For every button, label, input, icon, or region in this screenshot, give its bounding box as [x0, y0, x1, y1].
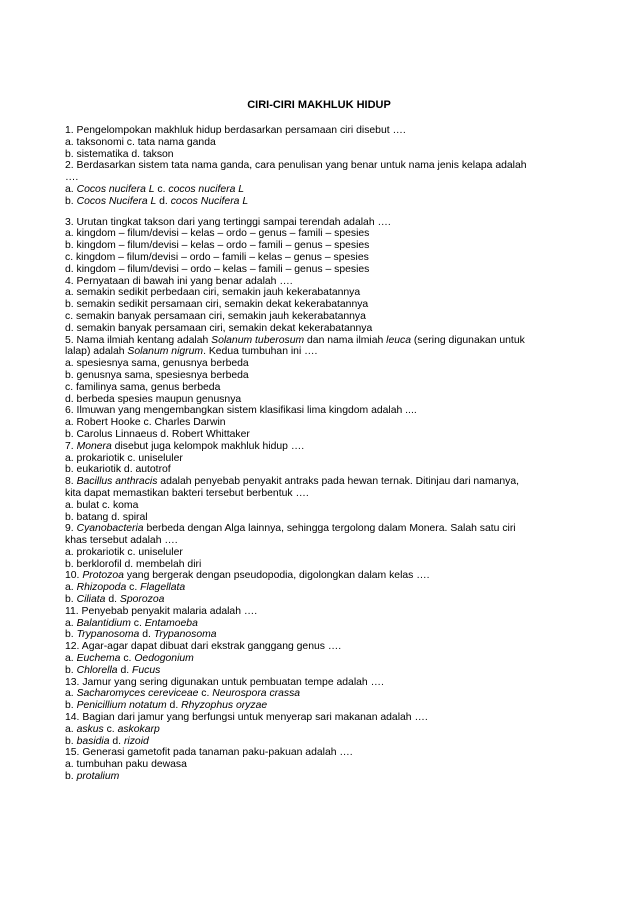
question-10: 10. Protozoa yang bergerak dengan pseudopodia, digolongkan dalam kelas …. [65, 570, 430, 582]
q6-option-b-d: b. Carolus Linnaeus d. Robert Whittaker [65, 428, 250, 440]
q14-option-b-d: b. basidia d. rizoid [65, 735, 149, 747]
q14-option-a-c: a. askus c. askokarp [65, 723, 160, 735]
q13-option-a-c: a. Sacharomyces cereviceae c. Neurospora crassa [65, 688, 301, 700]
q13-option-b-d: b. Penicillium notatum d. Rhyzophus oryzae [65, 700, 268, 712]
q4-option-b: b. semakin sedikit persamaan ciri, semakin dekat kekerabatannya [65, 299, 369, 311]
question-15: 15. Generasi gametofit pada tanaman paku-pakuan adalah …. [65, 747, 353, 759]
question-2-cont: …. [65, 172, 79, 184]
question-5: 5. Nama ilmiah kentang adalah Solanum tuberosum dan nama ilmiah leuca (sering digunakan untuk [65, 334, 525, 346]
q4-option-c: c. semakin banyak persamaan ciri, semakin jauh kekerabatannya [65, 310, 366, 322]
q15-option-b: b. protalium [65, 771, 120, 783]
question-2: 2. Berdasarkan sistem tata nama ganda, cara penulisan yang benar untuk nama jenis kelapa adalah [65, 160, 527, 172]
question-6: 6. Ilmuwan yang mengembangkan sistem klasifikasi lima kingdom adalah .... [65, 405, 417, 417]
q3-option-c: c. kingdom – filum/devisi – ordo – famili – kelas – genus – spesies [65, 251, 369, 263]
q9-option-b-d: b. berklorofil d. membelah diri [65, 558, 202, 570]
q6-option-a-c: a. Robert Hooke c. Charles Darwin [65, 417, 226, 429]
question-12: 12. Agar-agar dapat dibuat dari ekstrak ganggang genus …. [65, 641, 342, 653]
q12-option-a-c: a. Euchema c. Oedogonium [65, 653, 194, 665]
q1-option-b-d: b. sistematika d. takson [65, 148, 174, 160]
question-5-cont: lalap) adalah Solanum nigrum. Kedua tumbuhan ini …. [65, 346, 318, 358]
question-3: 3. Urutan tingkat takson dari yang tertinggi sampai terendah adalah …. [65, 216, 391, 228]
q3-option-d: d. kingdom – filum/devisi – ordo – kelas – famili – genus – spesies [65, 263, 370, 275]
q5-option-d: d. berbeda spesies maupun genusnya [65, 393, 242, 405]
q3-option-a: a. kingdom – filum/devisi – kelas – ordo – genus – famili – spesies [65, 228, 370, 240]
question-7: 7. Monera disebut juga kelompok makhluk hidup …. [65, 440, 305, 452]
question-11: 11. Penyebab penyakit malaria adalah …. [65, 605, 258, 617]
q9-option-a-c: a. prokariotik c. uniseluler [65, 546, 183, 558]
q15-option-a: a. tumbuhan paku dewasa [65, 759, 187, 771]
q10-option-b-d: b. Ciliata d. Sporozoa [65, 594, 165, 606]
q5-option-b: b. genusnya sama, spesiesnya berbeda [65, 369, 249, 381]
question-1: 1. Pengelompokan makhluk hidup berdasarkan persamaan ciri disebut …. [65, 125, 406, 136]
question-8: 8. Bacillus anthracis adalah penyebab penyakit antraks pada hewan ternak. Ditinjau dari namanya, [65, 476, 520, 488]
question-8-cont: kita dapat memastikan bakteri tersebut berbentuk …. [65, 487, 309, 499]
q2-option-a-c: a. Cocos nucifera L c. cocos nucifera L [65, 183, 245, 195]
question-4: 4. Pernyataan di bawah ini yang benar adalah …. [65, 275, 293, 287]
q7-option-a-c: a. prokariotik c. uniseluler [65, 452, 183, 464]
question-9: 9. Cyanobacteria berbeda dengan Alga lainnya, sehingga tergolong dalam Monera. Salah satu ciri [65, 523, 516, 535]
q4-option-d: d. semakin banyak persamaan ciri, semakin dekat kekerabatannya [65, 322, 373, 334]
question-14: 14. Bagian dari jamur yang berfungsi untuk menyerap sari makanan adalah …. [65, 712, 428, 724]
question-9-cont: khas tersebut adalah …. [65, 535, 178, 547]
q11-option-b-d: b. Trypanosoma d. Trypanosoma [65, 629, 217, 641]
question-list [65, 125, 565, 783]
q5-option-c: c. familinya sama, genus berbeda [65, 381, 221, 393]
q3-option-b: b. kingdom – filum/devisi – kelas – ordo – famili – genus – spesies [65, 240, 370, 252]
question-13: 13. Jamur yang sering digunakan untuk pembuatan tempe adalah …. [65, 676, 384, 688]
q8-option-b-d: b. batang d. spiral [65, 511, 148, 523]
page-title: CIRI-CIRI MAKHLUK HIDUP [247, 99, 391, 111]
q7-option-b-d: b. eukariotik d. autotrof [65, 464, 171, 476]
q10-option-a-c: a. Rhizopoda c. Flagellata [65, 582, 186, 594]
q12-option-b-d: b. Chlorella d. Fucus [65, 664, 161, 676]
q8-option-a-c: a. bulat c. koma [65, 499, 139, 511]
q2-option-b-d: b. Cocos Nucifera L d. cocos Nucifera L [65, 195, 249, 207]
q5-option-a: a. spesiesnya sama, genusnya berbeda [65, 358, 249, 370]
q11-option-a-c: a. Balantidium c. Entamoeba [65, 617, 198, 629]
q4-option-a: a. semakin sedikit perbedaan ciri, semakin jauh kekerabatannya [65, 287, 361, 299]
q1-option-a-c: a. taksonomi c. tata nama ganda [65, 136, 216, 148]
